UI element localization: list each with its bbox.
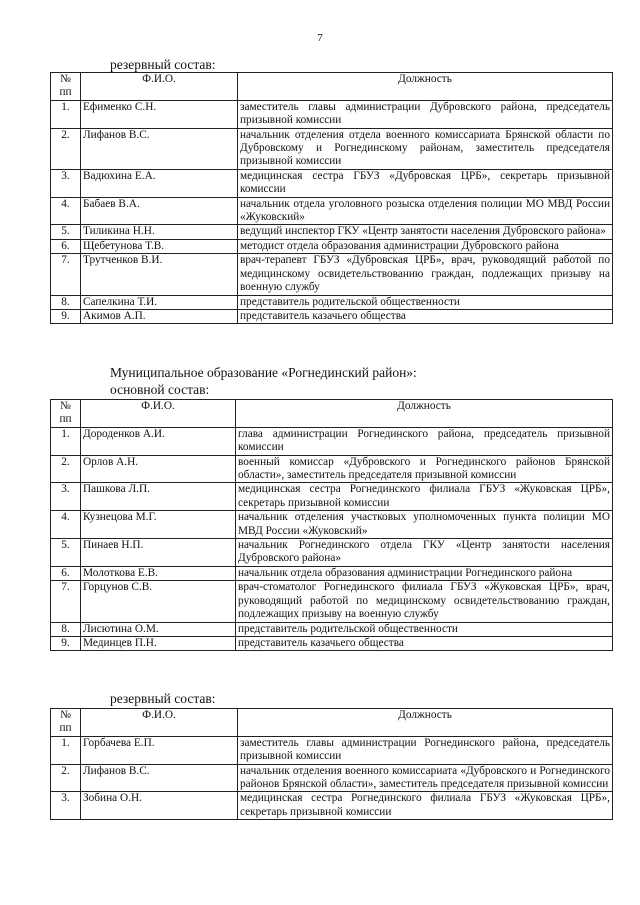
member-position: начальник отдела уголовного розыска отделения полиции МО МВД России «Жуковский» <box>238 197 613 225</box>
table-row <box>51 792 613 820</box>
header-name: Ф.И.О. <box>81 709 238 737</box>
reserve-composition-table-1 <box>50 72 613 324</box>
header-num: № пп <box>51 73 81 101</box>
table-row <box>51 309 613 323</box>
member-name: Лисютина О.М. <box>81 622 236 636</box>
row-number: 1. <box>51 100 81 128</box>
header-position: Должность <box>236 400 613 428</box>
member-name: Мединцев П.Н. <box>81 636 236 650</box>
member-position: начальник отделения военного комиссариата «Дубровского и Рогнединского районов Брянской области», заместитель председателя призывной комиссии <box>238 764 613 792</box>
table-row <box>51 581 613 622</box>
member-name: Щебетунова Т.В. <box>81 239 238 253</box>
member-name: Сапелкина Т.И. <box>81 295 238 309</box>
table-row <box>51 169 613 197</box>
header-num: № пп <box>51 400 81 428</box>
row-number: 6. <box>51 239 81 253</box>
member-position: врач-стоматолог Рогнединского филиала ГБУЗ «Жуковская ЦРБ», врач, руководящий работой по медицинскому освидетельствованию граждан, подлежащих призыву на военную службу <box>236 581 613 622</box>
member-position: медицинская сестра Рогнединского филиала ГБУЗ «Жуковская ЦРБ», секретарь призывной комиссии <box>236 483 613 511</box>
member-position: начальник отдела образования администрации Рогнединского района <box>236 566 613 580</box>
member-position: заместитель главы администрации Рогнединского района, председатель призывной комиссии <box>238 736 613 764</box>
section2-heading: основной состав: <box>110 382 210 397</box>
table-row <box>51 239 613 253</box>
row-number: 7. <box>51 254 81 295</box>
page-number: 7 <box>317 32 323 44</box>
member-position: медицинская сестра Рогнединского филиала ГБУЗ «Жуковская ЦРБ», секретарь призывной комиссии <box>238 792 613 820</box>
member-position: начальник отделения участковых уполномоченных пункта полиции МО МВД России «Жуковский» <box>236 511 613 539</box>
header-name: Ф.И.О. <box>81 73 238 101</box>
section3-heading: резервный состав: <box>110 691 216 706</box>
table-row <box>51 197 613 225</box>
member-position: военный комиссар «Дубровского и Рогнединского районов Брянской области», заместитель председателя призывной комиссии <box>236 455 613 483</box>
row-number: 1. <box>51 427 81 455</box>
row-number: 3. <box>51 792 81 820</box>
member-position: заместитель главы администрации Дубровского района, председатель призывной комиссии <box>238 100 613 128</box>
member-position: представитель казачьего общества <box>238 309 613 323</box>
member-position: ведущий инспектор ГКУ «Центр занятости населения Дубровского района» <box>238 225 613 239</box>
table-row <box>51 622 613 636</box>
member-position: методист отдела образования администрации Дубровского района <box>238 239 613 253</box>
table-row <box>51 427 613 455</box>
table-row <box>51 566 613 580</box>
member-name: Бабаев В.А. <box>81 197 238 225</box>
member-name: Тиликина Н.Н. <box>81 225 238 239</box>
row-number: 4. <box>51 197 81 225</box>
member-name: Дороденков А.И. <box>81 427 236 455</box>
member-name: Вадюхина Е.А. <box>81 169 238 197</box>
member-position: представитель родительской общественности <box>236 622 613 636</box>
header-name: Ф.И.О. <box>81 400 236 428</box>
member-name: Орлов А.Н. <box>81 455 236 483</box>
member-position: медицинская сестра ГБУЗ «Дубровская ЦРБ», секретарь призывной комиссии <box>238 169 613 197</box>
table-row <box>51 128 613 169</box>
row-number: 7. <box>51 581 81 622</box>
member-position: представитель родительской общественности <box>238 295 613 309</box>
row-number: 9. <box>51 636 81 650</box>
member-position: начальник отделения отдела военного комиссариата Брянской области по Дубровскому и Рогнединскому районам, заместитель председателя призывной комиссии <box>238 128 613 169</box>
table-row <box>51 455 613 483</box>
table-row <box>51 539 613 567</box>
row-number: 4. <box>51 511 81 539</box>
table-row <box>51 225 613 239</box>
section1-heading: резервный состав: <box>110 57 216 72</box>
member-name: Пинаев Н.П. <box>81 539 236 567</box>
row-number: 1. <box>51 736 81 764</box>
row-number: 2. <box>51 455 81 483</box>
member-position: начальник Рогнединского отдела ГКУ «Центр занятости населения Дубровского района» <box>236 539 613 567</box>
member-name: Молоткова Е.В. <box>81 566 236 580</box>
member-position: врач-терапевт ГБУЗ «Дубровская ЦРБ», врач, руководящий работой по медицинскому освидетельствованию граждан, подлежащих призыву на военную службу <box>238 254 613 295</box>
header-num: № пп <box>51 709 81 737</box>
row-number: 6. <box>51 566 81 580</box>
row-number: 2. <box>51 764 81 792</box>
row-number: 5. <box>51 539 81 567</box>
row-number: 9. <box>51 309 81 323</box>
member-name: Кузнецова М.Г. <box>81 511 236 539</box>
table-row <box>51 736 613 764</box>
member-name: Ефименко С.Н. <box>81 100 238 128</box>
reserve-composition-table-2 <box>50 708 613 820</box>
table-row <box>51 511 613 539</box>
row-number: 3. <box>51 169 81 197</box>
member-name: Трутченков В.И. <box>81 254 238 295</box>
table-row <box>51 295 613 309</box>
row-number: 2. <box>51 128 81 169</box>
member-name: Горцунов С.В. <box>81 581 236 622</box>
row-number: 5. <box>51 225 81 239</box>
table-row <box>51 483 613 511</box>
member-name: Горбачева Е.П. <box>81 736 238 764</box>
member-name: Лифанов В.С. <box>81 764 238 792</box>
member-name: Зобина О.Н. <box>81 792 238 820</box>
member-name: Акимов А.П. <box>81 309 238 323</box>
municipality-heading: Муниципальное образование «Рогнединский район»: <box>110 365 417 380</box>
table-row <box>51 254 613 295</box>
member-name: Лифанов В.С. <box>81 128 238 169</box>
header-position: Должность <box>238 73 613 101</box>
header-position: Должность <box>238 709 613 737</box>
table-row <box>51 100 613 128</box>
member-position: представитель казачьего общества <box>236 636 613 650</box>
member-position: глава администрации Рогнединского района, председатель призывной комиссии <box>236 427 613 455</box>
main-composition-table <box>50 399 613 651</box>
row-number: 3. <box>51 483 81 511</box>
row-number: 8. <box>51 295 81 309</box>
member-name: Пашкова Л.П. <box>81 483 236 511</box>
table-row <box>51 764 613 792</box>
table-row <box>51 636 613 650</box>
row-number: 8. <box>51 622 81 636</box>
